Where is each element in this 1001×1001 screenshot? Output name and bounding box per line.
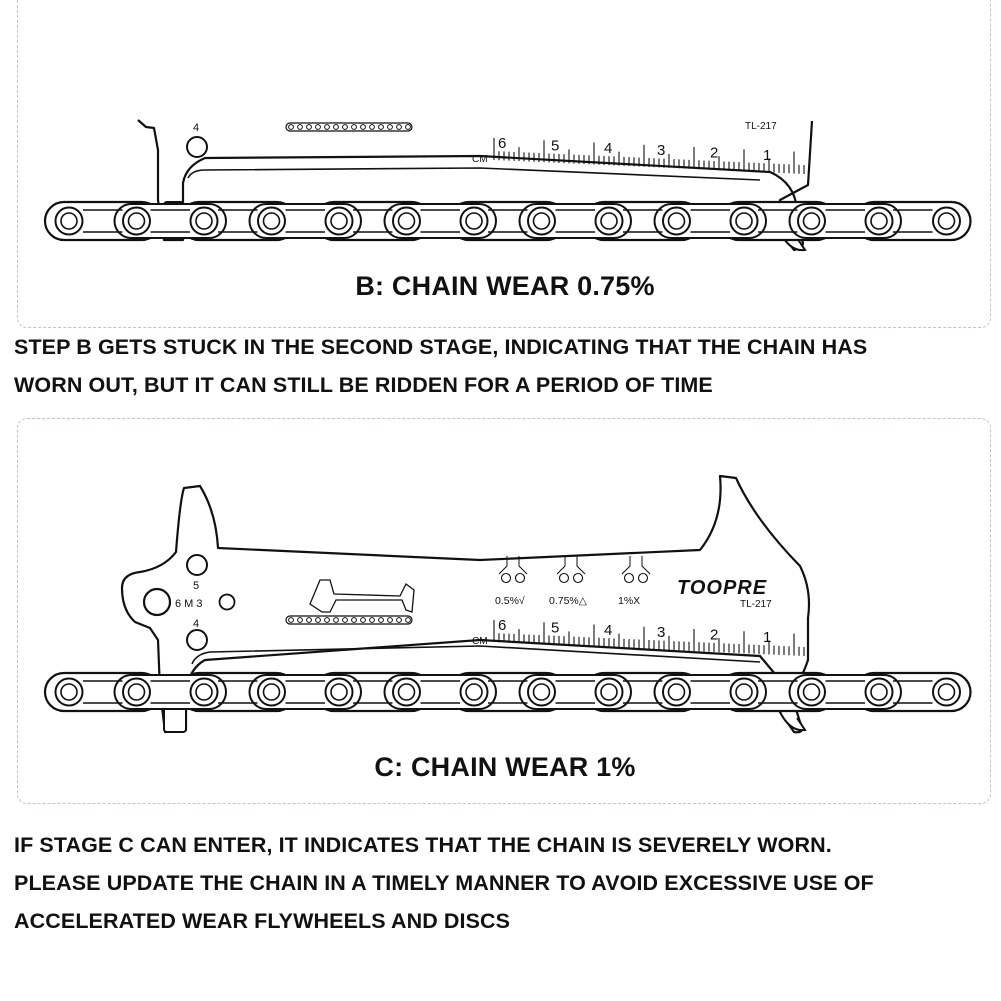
- paragraph-b-line-2: WORN OUT, BUT IT CAN STILL BE RIDDEN FOR A PERIOD OF TIME: [14, 373, 713, 397]
- tool-b-ruler-number: 5: [551, 137, 560, 155]
- tool-hole-label-top: 5: [193, 580, 200, 592]
- tool-b-ruler-number: 2: [710, 144, 719, 162]
- paragraph-c: [14, 826, 874, 940]
- tool-c-ruler-unit: CM: [472, 636, 488, 647]
- tool-hole-6: [144, 589, 170, 615]
- brand-logo: TOOPRE: [677, 577, 768, 599]
- panel-c-roller-pin: [196, 684, 212, 700]
- panel-c-roller-pin: [601, 684, 617, 700]
- paragraph-c-line-1: IF STAGE C CAN ENTER, IT INDICATES THAT THE CHAIN IS SEVERELY WORN.: [14, 833, 832, 857]
- tool-c-ruler-number: 1: [763, 629, 772, 646]
- tool-b-ruler-unit: CM: [472, 154, 488, 165]
- paragraph-c-line-2: PLEASE UPDATE THE CHAIN IN A TIMELY MANNER TO AVOID EXCESSIVE USE OF: [14, 871, 874, 895]
- panel-c-roller-pin: [331, 684, 347, 700]
- wear-mark-label-2: 0.75%△: [549, 595, 587, 607]
- panel-c-roller-pin: [129, 684, 145, 700]
- panel-c-roller-pin: [264, 684, 280, 700]
- wear-mark-label-3: 1%X: [618, 595, 641, 607]
- panel-c-roller-pin: [736, 684, 752, 700]
- wear-mark-label-1: 0.5%√: [495, 595, 525, 607]
- tool-c-ruler-number: 6: [498, 617, 507, 634]
- tool-c-ruler-number: 2: [710, 626, 719, 644]
- panel-c-chain: [45, 673, 971, 711]
- tool-b-ruler-number: 4: [604, 139, 613, 157]
- tool-c-ruler-number: 5: [551, 619, 560, 637]
- tool-c-ruler-number: 3: [657, 624, 666, 642]
- tool-b-ruler-number: 3: [657, 142, 666, 160]
- tool-hole-4: [187, 630, 207, 650]
- tool-hole-label: 4: [193, 122, 200, 134]
- panel-c-roller-pin: [871, 684, 887, 700]
- tool-hole-label-bottom: 4: [193, 618, 200, 630]
- tool-hole-5: [187, 555, 207, 575]
- panel-c-roller-pin: [534, 684, 550, 700]
- panel-c-roller-pin: [61, 684, 77, 700]
- tool-b-ruler-number: 6: [498, 135, 507, 152]
- panel-c-roller-pin: [939, 684, 955, 700]
- tool-hole-label-row: 6 M 3: [175, 598, 203, 610]
- tool-model-label: TL-217: [745, 121, 777, 132]
- tool-model-label: TL-217: [740, 599, 772, 610]
- caption-chain-wear-c: C: CHAIN WEAR 1%: [374, 752, 636, 782]
- panel-c-roller-pin: [804, 684, 820, 700]
- paragraph-b-line-1: STEP B GETS STUCK IN THE SECOND STAGE, INDICATING THAT THE CHAIN HAS: [14, 335, 868, 359]
- tool-c-ruler-number: 4: [604, 621, 613, 639]
- panel-c-roller-pin: [466, 684, 482, 700]
- tool-hole-3: [220, 595, 235, 610]
- paragraph-c-line-3: ACCELERATED WEAR FLYWHEELS AND DISCS: [14, 909, 511, 933]
- tool-b-ruler-number: 1: [763, 147, 772, 164]
- panel-c-roller-pin: [669, 684, 685, 700]
- panel-c-roller-pin: [399, 684, 415, 700]
- caption-chain-wear-b: B: CHAIN WEAR 0.75%: [355, 271, 655, 301]
